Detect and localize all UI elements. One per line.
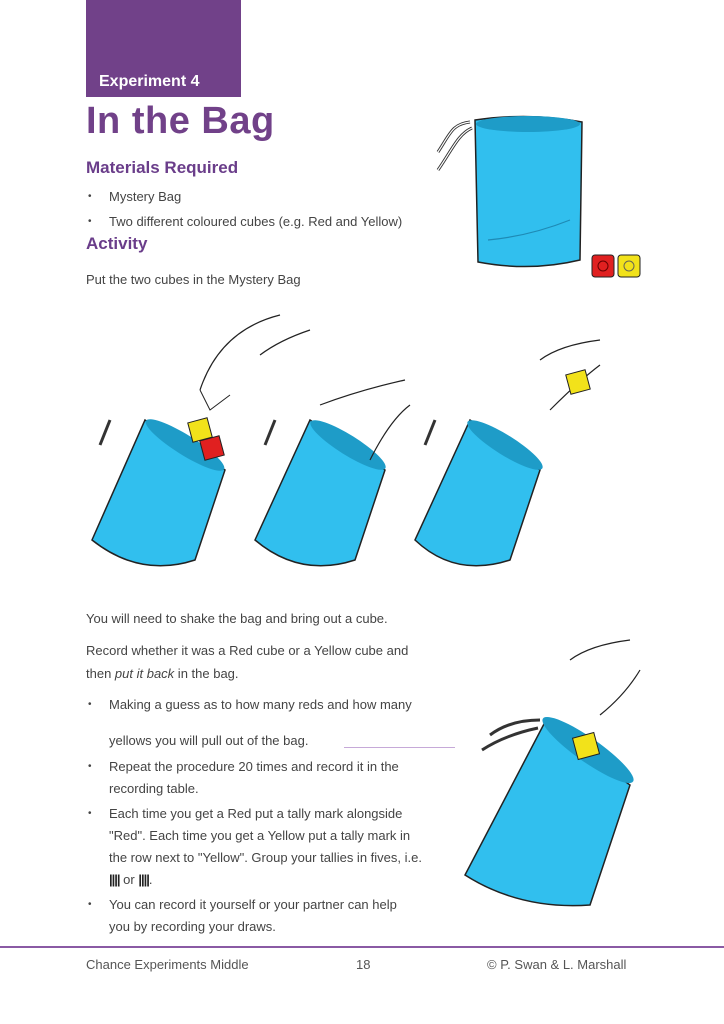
guess-answer-line[interactable] [344, 747, 455, 748]
bullet-icon: • [88, 761, 92, 772]
activity-paragraph-2: Record whether it was a Red cube or a Yellow cube and then put it back in the bag. [86, 643, 409, 681]
activity-bullet-repeat: • Repeat the procedure 20 times and record it in the recording table. [88, 756, 399, 800]
bullet-icon: • [88, 699, 92, 710]
footer-page-number: 18 [356, 957, 371, 972]
activity-heading: Activity [86, 234, 148, 253]
footer-divider [0, 946, 724, 948]
experiment-label-box [86, 0, 241, 97]
step-2-reaching-in [255, 380, 410, 566]
experiment-label: Experiment 4 [99, 73, 200, 90]
tally-five-icon: |||| [109, 872, 120, 887]
activity-bullet-tally: • Each time you get a Red put a tally mark alongside "Red". Each time you get a Yellow put a tally mark in the row next to "Yellow". Group your tallies in fives, i.e. |||| or ||||. [88, 803, 422, 891]
bullet-icon: • [88, 216, 92, 227]
bag-with-yellow-cube-illustration [460, 620, 660, 910]
bullet-icon: • [88, 191, 92, 202]
activity-bullet-guess: • Making a guess as to how many reds and how many yellows you will pull out of the bag. [88, 693, 412, 752]
emphasis-put-it-back: put it back [114, 666, 175, 681]
mystery-bag-illustration [430, 110, 650, 290]
yellow-cube-icon [618, 255, 640, 277]
materials-item: • Two different coloured cubes (e.g. Red and Yellow) [88, 211, 402, 232]
tally-five-icon: |||| [138, 872, 149, 887]
activity-intro: Put the two cubes in the Mystery Bag [86, 272, 301, 287]
activity-paragraph-1: You will need to shake the bag and bring out a cube. [86, 611, 388, 626]
bullet-icon: • [88, 899, 92, 910]
activity-bullet-record: • You can record it yourself or your partner can help you by recording your draws. [88, 894, 397, 938]
footer-copyright: © P. Swan & L. Marshall [487, 957, 627, 972]
bullet-icon: • [88, 808, 92, 819]
red-cube-icon [592, 255, 614, 277]
materials-item: • Mystery Bag [88, 186, 181, 207]
page-title: In the Bag [86, 100, 275, 142]
drawing-sequence-illustration [80, 310, 640, 600]
step-3-pulling-out-cube [415, 340, 600, 566]
footer-book-title: Chance Experiments Middle [86, 957, 249, 972]
materials-heading: Materials Required [86, 158, 239, 177]
